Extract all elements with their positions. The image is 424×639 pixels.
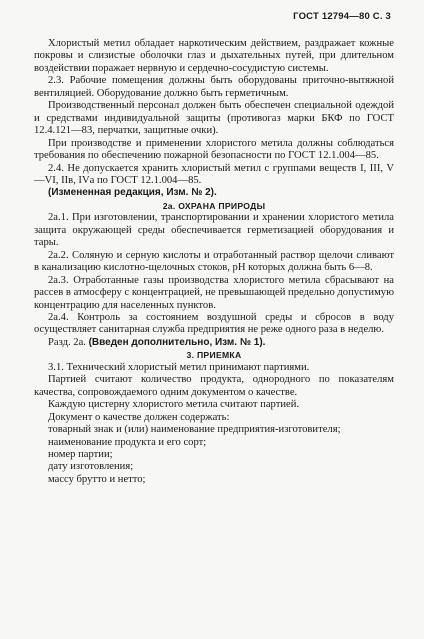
section-2a-note — [34, 337, 394, 349]
paragraph-2a-2: 2а.2. Соляную и серную кислоты и отработанный раствор щелочи сливают в канализацию кислотно-щелочных стоков, рН которых должна быть 6—8. — [34, 249, 394, 274]
list-item: товарный знак и (или) наименование предприятия-изготовителя; — [48, 424, 341, 436]
paragraph-2a-3: 2а.3. Отработанные газы производства хлористого метила сбрасывают на рассев в атмосферу с концентрацией, не превышающей предельно допустимую концентрацию для населенных пунктов. — [34, 274, 394, 311]
paragraph-batch: Партией считают количество продукта, однородного по показателям качества, сопровождаемого одним документом о качестве. — [34, 374, 394, 398]
page-header: ГОСТ 12794—80 С. 3 — [293, 11, 391, 22]
document-body — [34, 38, 394, 486]
amendment-note: (Измененная редакция, Изм. № 2). — [48, 187, 217, 199]
heading-acceptance: 3. ПРИЕМКА — [186, 350, 242, 361]
heading-environment: 2а. ОХРАНА ПРИРОДЫ — [162, 200, 266, 211]
paragraph-2-4: 2.4. Не допускается хранить хлористый метил с группами веществ I, III, V—VI, IIв, IVа по ГОСТ 12.1.004—85. — [34, 162, 394, 186]
paragraph-3-1: 3.1. Технический хлористый метил принимают партиями. — [48, 361, 310, 373]
paragraph-document: Документ о качестве должен содержать: — [48, 411, 230, 423]
section-ref: Разд. 2а. — [48, 336, 86, 348]
addition-note: (Введен дополнительно, Изм. № 1). — [88, 336, 266, 348]
paragraph-2a-1: 2а.1. При изготовлении, транспортировании и хранении хлористого метила защита окружающей среды обеспечивается герметизацией оборудования и тары. — [34, 212, 394, 249]
list-item: номер партии; — [48, 448, 113, 460]
paragraph-tank: Каждую цистерну хлористого метила считают партией. — [48, 399, 300, 411]
list-item: массу брутто и нетто; — [48, 473, 146, 485]
paragraph-2-3: 2.3. Рабочие помещения должны быть оборудованы приточно-вытяжной вентиляцией. Оборудование должно быть герметичным. — [34, 75, 394, 99]
paragraph-protection: Производственный персонал должен быть обеспечен специальной одеждой и средствами индивидуальной защиты (противогаз марки БКФ по ГОСТ 12.4.121—83, перчатки, защитные очки). — [34, 100, 394, 137]
paragraph-fire-safety: При производстве и применении хлористого метила должны соблюдаться требования по обеспечению пожарной безопасности по ГОСТ 12.1.004—85. — [34, 137, 394, 162]
paragraph-2a-4: 2а.4. Контроль за состоянием воздушной среды и сбросов в воду осуществляет санитарная служба предприятия не реже одного раза в неделю. — [34, 311, 394, 336]
paragraph-toxicity: Хлористый метил обладает наркотическим действием, раздражает кожные покровы и слизистые оболочки глаз и дыхательных путей, при длительном воздействии поражает нервную и сердечно-сосудистую системы. — [34, 38, 394, 74]
list-item: дату изготовления; — [48, 461, 134, 473]
list-item: наименование продукта и его сорт; — [48, 436, 207, 448]
